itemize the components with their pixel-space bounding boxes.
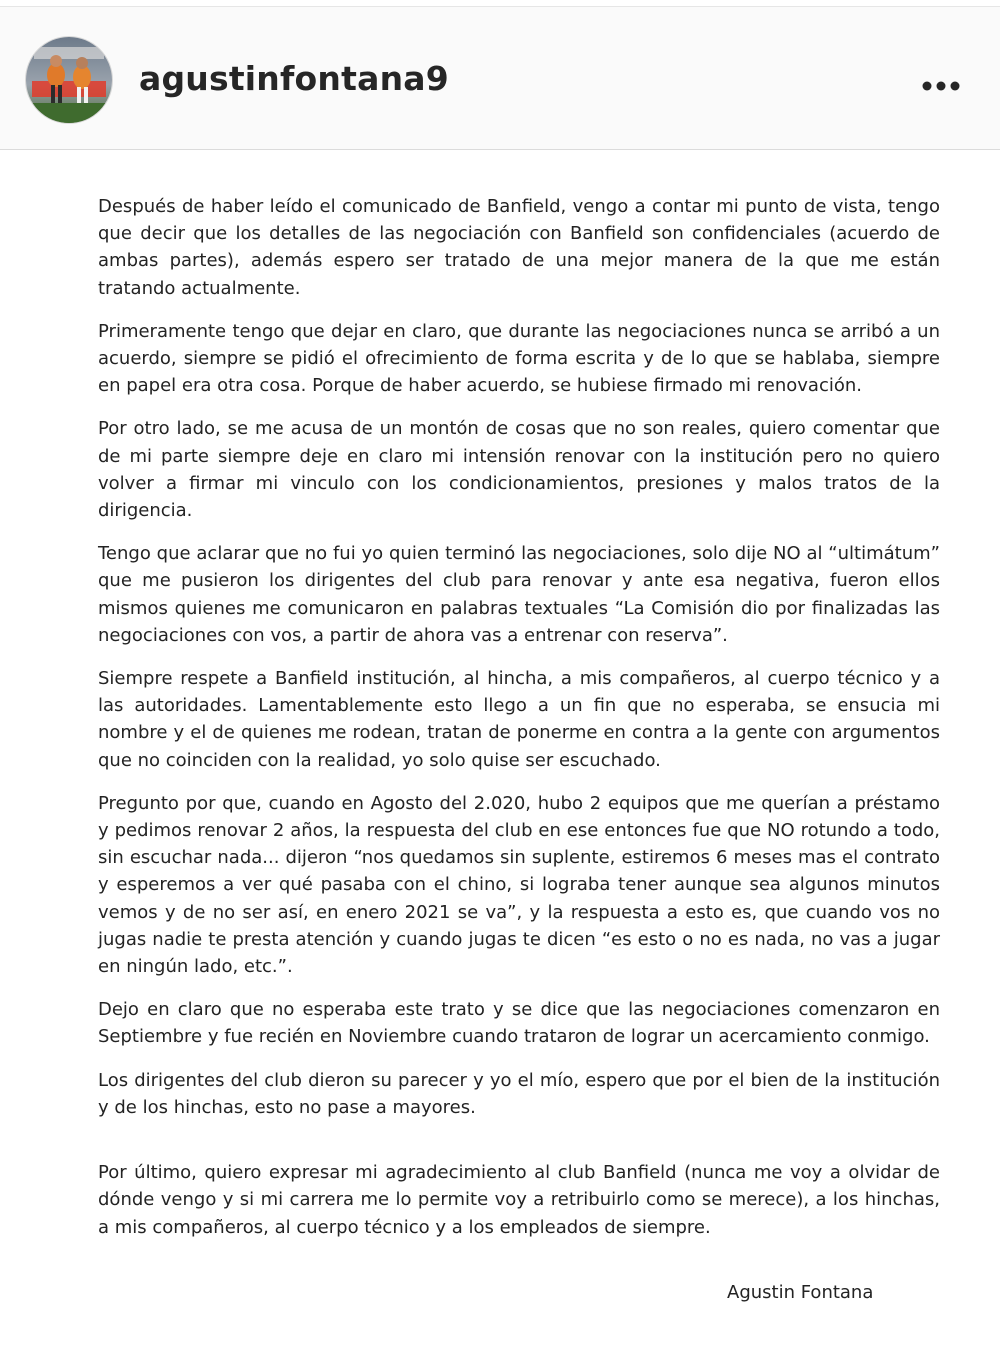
avatar[interactable] bbox=[26, 37, 112, 123]
letter-paragraph: Los dirigentes del club dieron su parecer y yo el mío, espero que por el bien de la institución y de los hinchas, esto no pase a mayores. bbox=[98, 1069, 940, 1118]
letter-paragraph: Por último, quiero expresar mi agradecimiento al club Banfield (nunca me voy a olvidar de dónde vengo y si mi carrera me lo permite voy a retribuirlo como se merece), a los hinchas, a mis compañeros, al cuerpo técnico y a los empleados de siempre. bbox=[98, 1162, 940, 1238]
letter-paragraph: Dejo en claro que no esperaba este trato y se dice que las negociaciones comenzaron en Septiembre y fue recién en Noviembre cuando trataron de lograr un acercamiento conmigo. bbox=[98, 999, 940, 1048]
letter-paragraph: Siempre respete a Banfield institución, al hincha, a mis compañeros, al cuerpo técnico y a las autoridades. Lamentablemente esto llego a un fin que no esperaba, se ensucia mi nombre y el de quienes me rodean, tratan de ponerme en contra a la gente con argumentos que no coinciden con la realidad, yo solo quise ser escuchado. bbox=[98, 668, 940, 771]
more-options-icon bbox=[914, 62, 970, 106]
profile-photo-icon bbox=[26, 37, 112, 123]
more-options-button[interactable] bbox=[914, 62, 970, 106]
letter-paragraph: Pregunto por que, cuando en Agosto del 2.020, hubo 2 equipos que me querían a préstamo y pedimos renovar 2 años, la respuesta del club en ese entonces fue que NO rotundo a todo, sin escuchar nada... dijeron “nos quedamos sin suplente, estiremos 6 meses mas el contrato y esperemos a ver qué pasaba con el chino, si lograba tener aunque sea algunos minutos vemos y de no ser así, en enero 2021 se va”, y la respuesta a esto es, que cuando vos no jugas nadie te presta atención y cuando jugas te dicen “es esto o no es nada, no vas a jugar en ningún lado, etc.”. bbox=[98, 792, 940, 978]
signature: Agustin Fontana bbox=[727, 1282, 874, 1303]
letter-body bbox=[98, 193, 940, 1257]
letter-paragraph: Por otro lado, se me acusa de un montón de cosas que no son reales, quiero comentar que de mi parte siempre deje en claro mi intensión renovar con la institución pero no quiero volver a firmar mi vinculo con los condicionamientos, presiones y malos tratos de la dirigencia. bbox=[98, 418, 940, 522]
letter-paragraph: Primeramente tengo que dejar en claro, que durante las negociaciones nunca se arribó a un acuerdo, siempre se pidió el ofrecimiento de forma escrita y de lo que se hablaba, siempre en papel era otra cosa. Porque de haber acuerdo, se hubiese firmado mi renovación. bbox=[98, 320, 940, 397]
post-header bbox=[0, 7, 1000, 150]
letter-paragraph: Tengo que aclarar que no fui yo quien terminó las negociaciones, solo dije NO al “ultimátum” que me pusieron los dirigentes del club para renovar y ante esa negativa, fueron ellos mismos quienes me comunicaron en palabras textuales “La Comisión dio por finalizadas las negociaciones con vos, a partir de ahora vas a entrenar con reserva”. bbox=[98, 543, 940, 646]
letter-paragraph: Después de haber leído el comunicado de Banfield, vengo a contar mi punto de vista, tengo que decir que los detalles de las negociación con Banfield son confidenciales (acuerdo de ambas partes), además espero ser tratado de una mejor manera de la que me están tratando actualmente. bbox=[98, 196, 940, 299]
username[interactable]: agustinfontana9 bbox=[139, 59, 449, 98]
